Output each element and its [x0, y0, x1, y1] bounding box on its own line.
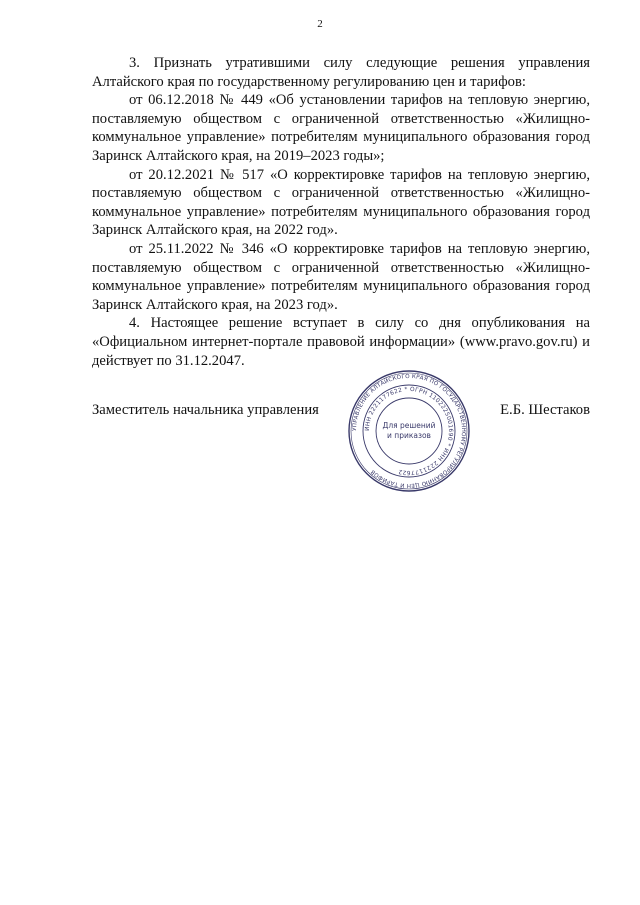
stamp-center-line2: и приказов	[387, 431, 431, 440]
official-seal-stamp	[347, 369, 471, 493]
stamp-outer-text: УПРАВЛЕНИЕ АЛТАЙСКОГО КРАЯ ПО ГОСУДАРСТВЕННОМУ РЕГУЛИРОВАНИЮ ЦЕН И ТАРИФОВ	[351, 373, 467, 489]
document-body	[92, 54, 590, 370]
page-number: 2	[317, 18, 323, 30]
paragraph-decision-449: от 06.12.2018 № 449 «Об установлении тарифов на тепловую энергию, поставляемую обществом с ограниченной ответственностью «Жилищно-коммунальное управление» потребителям муниципального образования город Заринск Алтайского края, на 2019–2023 годы»;	[92, 92, 590, 164]
signer-title: Заместитель начальника управления	[92, 402, 319, 418]
signer-name: Е.Б. Шестаков	[500, 402, 590, 418]
stamp-inner-text: ИНН 2221177622 * ОГРН 1102225001690 * ИНН 2221177622	[364, 386, 454, 476]
paragraph-repeal-decisions: 3. Признать утратившими силу следующие решения управления Алтайского края по государственному регулированию цен и тарифов:	[92, 55, 590, 90]
paragraph-decision-346: от 25.11.2022 № 346 «О корректировке тарифов на тепловую энергию, поставляемую обществом с ограниченной ответственностью «Жилищно-коммунальное управление» потребителям муниципального образования город Заринск Алтайского края, на 2023 год».	[92, 240, 590, 313]
stamp-center-line1: Для решений	[382, 421, 436, 430]
paragraph-effective-date: 4. Настоящее решение вступает в силу со дня опубликования на «Официальном интернет-портале правовой информации» (www.pravo.gov.ru) и действует по 31.12.2047.	[92, 315, 590, 369]
paragraph-decision-517: от 20.12.2021 № 517 «О корректировке тарифов на тепловую энергию, поставляемую обществом с ограниченной ответственностью «Жилищно-коммунальное управление» потребителям муниципального образования город Заринск Алтайского края, на 2022 год».	[92, 166, 590, 239]
